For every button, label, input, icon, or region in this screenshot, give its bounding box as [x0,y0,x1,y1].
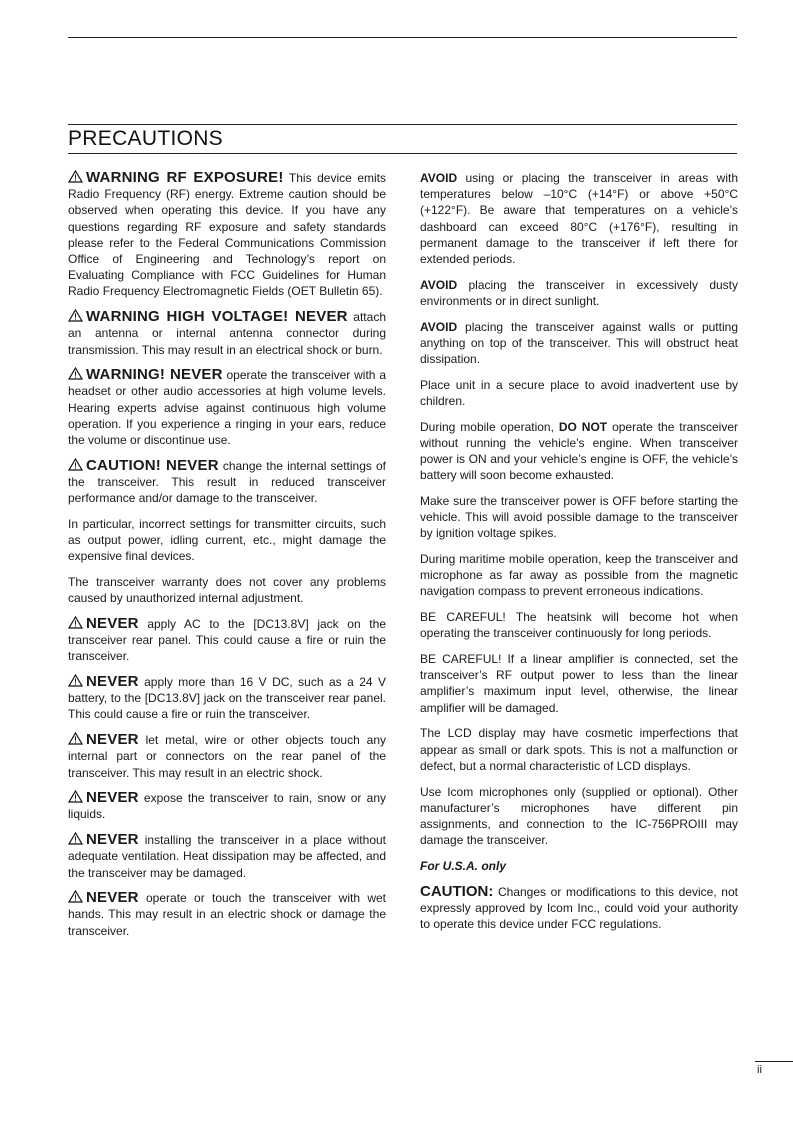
paragraph-children: Place unit in a secure place to avoid inadvertent use by children. [420,377,738,408]
paragraph-text: placing the transceiver in excessively dusty environments or in direct sunlight. [420,277,738,308]
paragraph-internal-settings [68,458,386,507]
warning-triangle-icon [68,790,83,803]
paragraph-temperature [420,170,738,267]
never-heading: NEVER [86,672,139,690]
paragraph-text: expose the transceiver to rain, snow or any liquids. [68,791,386,822]
warning-triangle-icon [68,674,83,687]
never-heading: NEVER [86,831,139,849]
paragraph-high-voltage [68,309,386,358]
usa-notice-title: For U.S.A. only [420,858,507,873]
header-rule [68,37,737,38]
do-not-label: DO NOT [558,419,608,434]
warning-triangle-icon [68,367,83,380]
paragraph-text: operate or touch the transceiver with wet hands. This may result in an electric shock or damage the transceiver. [68,891,386,938]
caution-heading: CAUTION! NEVER [86,456,219,474]
paragraph-liquids [68,790,386,822]
paragraph-text: During mobile operation, [420,419,559,434]
warning-heading: WARNING RF EXPOSURE! [86,169,284,186]
paragraph-text: installing the transceiver in a place without adequate ventilation. Heat dissipation may be affected, and the transceiver may be damaged. [68,833,386,880]
paragraph-dc-voltage [68,674,386,723]
paragraph-text: change the internal settings of the transceiver. This result in reduced transceiver performance and/or damage to the transceiver. [68,458,386,506]
warning-triangle-icon [68,309,83,322]
left-column [68,170,386,948]
page-title: PRECAUTIONS [68,124,737,154]
paragraph-text: apply AC to the [DC13.8V] jack on the transceiver rear panel. This could cause a fire or ruin the transceiver. [68,616,386,664]
paragraph-text: attach an antenna or internal antenna connector during transmission. This may result in an electrical shock or burn. [68,310,386,357]
paragraph-wet-hands [68,890,386,939]
avoid-label: AVOID [420,319,458,334]
warning-triangle-icon [68,890,83,903]
paragraph-text: Changes or modifications to this device, not expressly approved by Icom Inc., could void your authority to operate this device under FCC regulations. [420,884,738,931]
paragraph-warranty: The transceiver warranty does not cover any problems caused by unauthorized internal adjustment. [68,574,386,606]
warning-triangle-icon [68,832,83,845]
avoid-label: AVOID [420,171,458,185]
page-number: ii [757,1064,762,1076]
paragraph-text: operate the transceiver without running the vehicle’s engine. When transceiver power is ON and your vehicle’s engine is OFF, the vehicle’s battery will soon become exhausted. [420,419,738,483]
paragraph-rf-exposure [68,170,386,300]
paragraph-heat-dissipation [420,319,738,368]
paragraph-dust [420,277,738,309]
paragraph-text: This device emits Radio Frequency (RF) energy. Extreme caution should be observed when operating this device. If you have any questions regarding RF exposure and safety standards please refer to the Federal Communications Commission Office of Engineering and Technology’s report on Evaluating Compliance with FCC Guidelines for Human Radio Frequency Electromagnetic Fields (OET Bulletin 65). [68,171,386,299]
warning-triangle-icon [68,170,83,183]
warning-heading: WARNING! NEVER [86,366,223,384]
footer-rule [755,1061,793,1062]
paragraph-headset-volume [68,367,386,448]
usa-notice [420,858,738,932]
paragraph-ventilation [68,832,386,881]
caution-label: CAUTION: [420,882,494,900]
never-heading: NEVER [86,731,139,749]
paragraph-microphones: Use Icom microphones only (supplied or optional). Other manufacturer’s microphones have different pin assignments, and connection to the IC-756PROIII may damage the transceiver. [420,784,738,848]
right-column [420,170,738,932]
paragraph-metal-objects [68,732,386,781]
avoid-label: AVOID [420,277,458,292]
paragraph-transmitter-circuits: In particular, incorrect settings for transmitter circuits, such as output power, idling current, etc., might damage the expensive final devices. [68,516,386,564]
paragraph-text: apply more than 16 V DC, such as a 24 V battery, to the [DC13.8V] jack on the transceiver rear panel. This could cause a fire or ruin the transceiver. [68,674,386,722]
paragraph-text: placing the transceiver against walls or putting anything on top of the transceiver. This will obstruct heat dissipation. [420,319,738,367]
paragraph-text: let metal, wire or other objects touch any internal part or connectors on the rear panel of the transceiver. This may result in an electric shock. [68,733,386,780]
paragraph-linear-amplifier: BE CAREFUL! If a linear amplifier is connected, set the transceiver’s RF output power to less than the linear amplifier’s maximum input level, otherwise, the linear amplifier will be damaged. [420,652,738,715]
paragraph-mobile-operation [420,419,738,484]
never-heading: NEVER [86,889,139,907]
paragraph-text: using or placing the transceiver in areas with temperatures below –10°C (+14°F) or above +50°C (+122°F). Be aware that temperatures on a vehicle’s dashboard can exceed 80°C (+176°F), resulting in permanent damage to the transceiver if left there for extended periods. [420,171,738,267]
never-heading: NEVER [86,789,139,807]
paragraph-lcd: The LCD display may have cosmetic imperfections that appear as small or dark spots. This is not a malfunction or defect, but a normal characteristic of LCD displays. [420,726,738,773]
never-heading: NEVER [86,614,139,632]
warning-triangle-icon [68,616,83,629]
paragraph-maritime: During maritime mobile operation, keep the transceiver and microphone as far away as possible from the magnetic navigation compass to prevent erroneous indications. [420,552,738,599]
warning-triangle-icon [68,458,83,471]
warning-heading: WARNING HIGH VOLTAGE! NEVER [86,308,348,326]
usa-notice-body [420,884,738,933]
paragraph-heatsink: BE CAREFUL! The heatsink will become hot when operating the transceiver continuously for long periods. [420,610,738,641]
paragraph-ac-jack [68,616,386,665]
paragraph-ignition: Make sure the transceiver power is OFF before starting the vehicle. This will avoid possible damage to the transceiver by ignition voltage spikes. [420,493,738,541]
paragraph-text: operate the transceiver with a headset or other audio accessories at high volume levels. Hearing experts advise against continuous high volume operation. If you experience a ringing in your ears, reduce the volume or discontinue use. [68,368,386,448]
warning-triangle-icon [68,732,83,745]
